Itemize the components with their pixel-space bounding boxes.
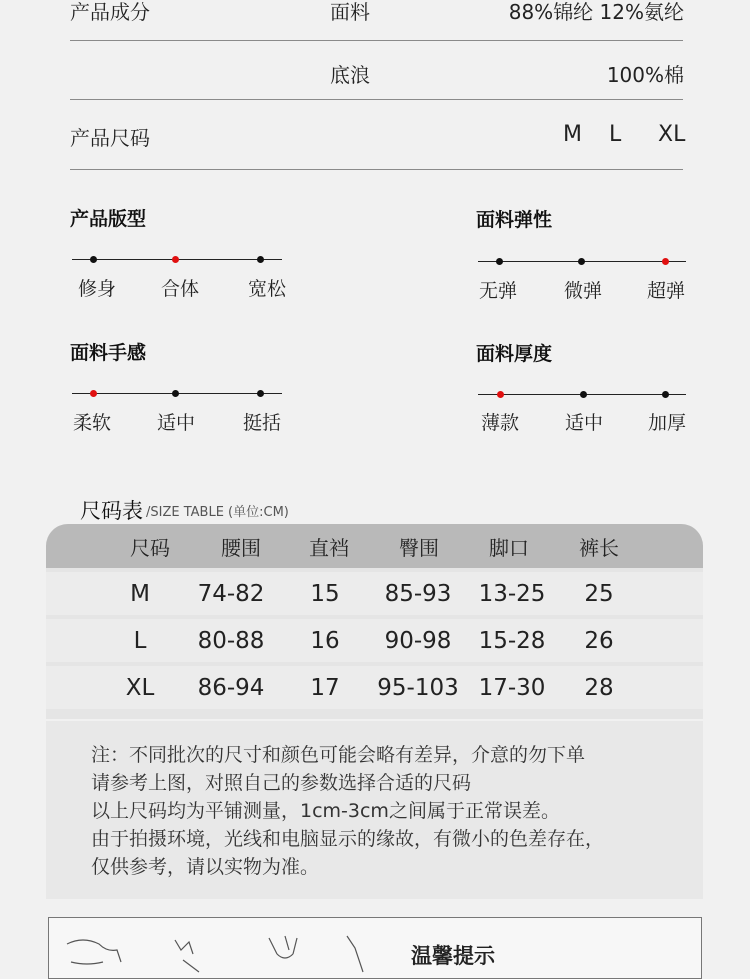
table-cell: 86-94	[197, 675, 265, 701]
note-line: 以上尺码均为平铺测量，1cm-3cm之间属于正常误差。	[91, 800, 560, 822]
table-cell: 90-98	[384, 628, 452, 654]
header-cell: 直裆	[309, 536, 349, 560]
bottom-value: 100%棉	[606, 63, 684, 87]
header-cell: 腰围	[221, 536, 261, 560]
fabric-value: 88%锦纶 12%氨纶	[508, 0, 684, 24]
size-table-title: 尺码表	[80, 499, 143, 523]
scale-option: 挺括	[242, 412, 281, 434]
notes-panel	[46, 721, 703, 899]
divider	[70, 169, 683, 170]
table-cell: 16	[310, 628, 340, 654]
table-cell: XL	[125, 675, 155, 701]
size-m: M	[563, 122, 582, 147]
table-cell: 28	[584, 675, 614, 701]
note-line: 由于拍摄环境，光线和电脑显示的缘故，有微小的色差存在，	[91, 828, 605, 850]
scale-dot	[662, 258, 669, 265]
scale-option: 柔软	[72, 412, 111, 434]
size-table-header	[46, 524, 703, 568]
scale-dot	[578, 258, 585, 265]
scale-dot	[172, 256, 179, 263]
header-cell: 裤长	[579, 536, 619, 560]
table-cell: 17	[310, 675, 340, 701]
table-cell: M	[130, 581, 150, 607]
scale-title: 面料手感	[70, 342, 147, 364]
scale-option: 适中	[564, 412, 603, 434]
header-cell: 臀围	[399, 536, 439, 560]
header-cell: 脚口	[489, 536, 529, 560]
scale-dot	[257, 256, 264, 263]
note-line: 注：不同批次的尺寸和颜色可能会略有差异，介意的勿下单	[91, 744, 586, 766]
scale-dot	[662, 391, 669, 398]
scale-dot	[496, 258, 503, 265]
scale-dot	[257, 390, 264, 397]
scale-option: 宽松	[247, 278, 286, 300]
table-cell: L	[133, 628, 147, 654]
table-row	[46, 666, 703, 709]
fabric-label: 面料	[330, 0, 370, 24]
table-cell: 74-82	[197, 581, 265, 607]
scale-title: 面料弹性	[476, 209, 553, 231]
note-line: 请参考上图，对照自己的参数选择合适的尺码	[91, 772, 472, 794]
scale-option: 修身	[77, 278, 116, 300]
divider	[70, 40, 683, 41]
table-row	[46, 619, 703, 662]
washing-illustration-icon	[63, 932, 393, 978]
scale-title: 面料厚度	[476, 343, 553, 365]
table-cell: 17-30	[478, 675, 546, 701]
scale-option: 微弹	[563, 280, 602, 302]
scale-option: 加厚	[647, 412, 686, 434]
bottom-label: 底浪	[330, 63, 370, 87]
scale-dot	[90, 256, 97, 263]
size-table	[46, 524, 703, 719]
scale-dot	[90, 390, 97, 397]
table-cell: 25	[584, 581, 614, 607]
scale-option: 适中	[156, 412, 195, 434]
scale-dot	[497, 391, 504, 398]
table-cell: 15-28	[478, 628, 546, 654]
table-cell: 15	[310, 581, 340, 607]
scale-dot	[580, 391, 587, 398]
tip-panel	[48, 917, 702, 979]
table-cell: 80-88	[197, 628, 265, 654]
size-l: L	[609, 122, 622, 147]
table-cell: 85-93	[384, 581, 452, 607]
tip-title: 温馨提示	[411, 944, 495, 968]
scale-option: 超弹	[646, 280, 685, 302]
note-line: 仅供参考，请以实物为准。	[91, 856, 320, 878]
composition-label: 产品成分	[70, 0, 150, 24]
scale-option: 薄款	[480, 412, 519, 434]
scale-option: 合体	[160, 278, 199, 300]
table-cell: 13-25	[478, 581, 546, 607]
size-xl: XL	[658, 122, 686, 147]
header-cell: 尺码	[130, 536, 170, 560]
table-cell: 26	[584, 628, 614, 654]
table-row	[46, 572, 703, 615]
divider	[70, 99, 683, 100]
scale-title: 产品版型	[70, 208, 147, 230]
table-cell: 95-103	[377, 675, 459, 701]
scale-option: 无弹	[478, 280, 517, 302]
sizes-label: 产品尺码	[70, 126, 150, 150]
size-table-subtitle: /SIZE TABLE (单位:CM)	[146, 505, 289, 520]
scale-dot	[172, 390, 179, 397]
